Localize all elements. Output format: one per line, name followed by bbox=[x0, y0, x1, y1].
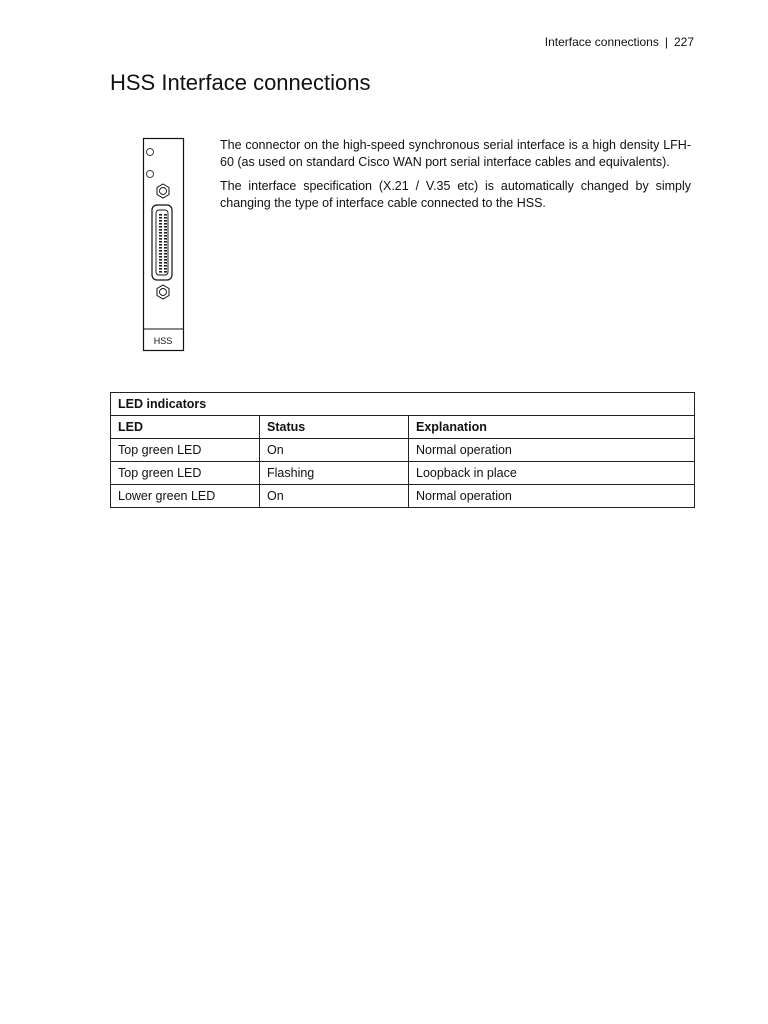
connector-pin bbox=[164, 217, 167, 219]
connector-pin bbox=[159, 217, 162, 219]
cell-explanation: Normal operation bbox=[409, 439, 695, 462]
cell-led: Top green LED bbox=[111, 462, 260, 485]
connector-pin bbox=[159, 229, 162, 231]
cell-status: On bbox=[260, 439, 409, 462]
connector-pin bbox=[159, 238, 162, 240]
connector-pin bbox=[164, 265, 167, 267]
connector-pin bbox=[159, 256, 162, 258]
connector-pin bbox=[164, 223, 167, 225]
cell-led: Top green LED bbox=[111, 439, 260, 462]
lower-led-icon bbox=[147, 171, 154, 178]
header-separator: | bbox=[664, 35, 668, 49]
table-header-row bbox=[111, 416, 695, 439]
table-caption: LED indicators bbox=[111, 393, 695, 416]
description-paragraph: The connector on the high-speed synchronous serial interface is a high density LFH-60 (as used on standard Cisco WAN port serial interface cables and equivalents). bbox=[220, 138, 691, 169]
connector-pin bbox=[159, 265, 162, 267]
connector-pin bbox=[164, 268, 167, 270]
connector-pin bbox=[159, 214, 162, 216]
connector-pin bbox=[164, 244, 167, 246]
module-label: HSS bbox=[153, 336, 173, 346]
connector-pin bbox=[159, 268, 162, 270]
connector-pin bbox=[164, 253, 167, 255]
cell-status: Flashing bbox=[260, 462, 409, 485]
connector-pin bbox=[164, 259, 167, 261]
connector-pin bbox=[159, 223, 162, 225]
table-row bbox=[111, 439, 695, 462]
connector-pin bbox=[159, 259, 162, 261]
connector-pin bbox=[159, 220, 162, 222]
connector-pin bbox=[164, 262, 167, 264]
cell-status: On bbox=[260, 485, 409, 508]
connector-pin bbox=[164, 220, 167, 222]
running-header bbox=[545, 35, 694, 49]
column-header-led: LED bbox=[111, 416, 260, 439]
connector-pin bbox=[159, 262, 162, 264]
connector-pin bbox=[164, 271, 167, 273]
bottom-screw-icon bbox=[157, 285, 169, 299]
table-caption-row bbox=[111, 393, 695, 416]
page-title: HSS Interface connections bbox=[110, 70, 371, 95]
connector-pin bbox=[164, 226, 167, 228]
led-indicators-table bbox=[110, 392, 695, 508]
connector-pin bbox=[164, 247, 167, 249]
cell-explanation: Normal operation bbox=[409, 485, 695, 508]
description bbox=[220, 137, 691, 219]
connector-pin bbox=[164, 241, 167, 243]
connector-pin bbox=[159, 250, 162, 252]
connector-pin bbox=[164, 214, 167, 216]
description-paragraph: The interface specification (X.21 / V.35 etc) is automatically changed by simply changing the type of interface cable connected to the HSS. bbox=[220, 179, 691, 210]
connector-pin bbox=[164, 250, 167, 252]
connector-pin bbox=[164, 256, 167, 258]
connector-pin bbox=[164, 229, 167, 231]
connector-pin bbox=[164, 238, 167, 240]
table-row bbox=[111, 462, 695, 485]
table-row bbox=[111, 485, 695, 508]
top-screw-icon bbox=[157, 184, 169, 198]
connector-pin bbox=[159, 226, 162, 228]
column-header-status: Status bbox=[260, 416, 409, 439]
connector-pin bbox=[164, 232, 167, 234]
cell-led: Lower green LED bbox=[111, 485, 260, 508]
header-section: Interface connections bbox=[544, 35, 659, 49]
column-header-explanation: Explanation bbox=[409, 416, 695, 439]
connector-pin bbox=[159, 232, 162, 234]
connector-pin bbox=[159, 235, 162, 237]
connector-pin bbox=[159, 253, 162, 255]
connector-pin bbox=[159, 247, 162, 249]
connector-pin bbox=[159, 241, 162, 243]
connector-pin bbox=[159, 244, 162, 246]
connector-pin bbox=[164, 235, 167, 237]
connector-pin bbox=[159, 271, 162, 273]
page-number: 227 bbox=[673, 35, 694, 49]
hss-module-figure bbox=[140, 137, 186, 353]
cell-explanation: Loopback in place bbox=[409, 462, 695, 485]
top-led-icon bbox=[147, 149, 154, 156]
lfh60-connector-icon bbox=[152, 205, 172, 280]
